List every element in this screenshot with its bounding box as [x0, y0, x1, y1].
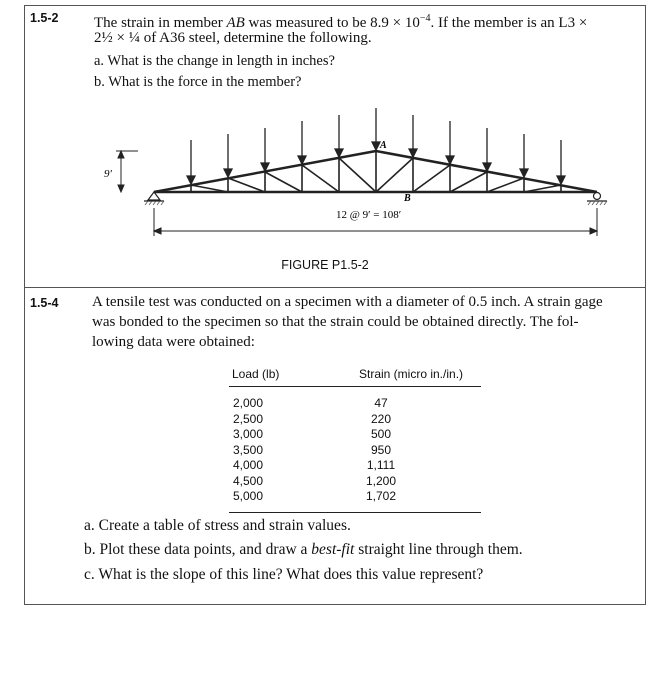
truss-figure: [0, 0, 650, 287]
table-cell-load: 4,000: [233, 458, 264, 472]
table-cell-load: 4,500: [233, 473, 264, 488]
problem1-line1-mid: was measured to be 8.9 × 10: [244, 15, 420, 31]
problem1-part-a: a. What is the change in length in inches?: [94, 53, 335, 69]
problem-number-1-5-2: 1.5-2: [30, 11, 59, 25]
table-cell-load: 5,000: [233, 489, 264, 503]
member-ab-label: AB: [226, 15, 245, 31]
strain-exponent: −4: [419, 13, 431, 24]
question-b-post: straight line through them.: [354, 541, 523, 558]
question-b-emphasis: best-fit: [311, 541, 355, 558]
figure-caption-word: FIGURE: [281, 258, 329, 272]
member-label-b: B: [404, 193, 411, 204]
right-support: [587, 193, 607, 206]
problem-number-1-5-4: 1.5-4: [30, 296, 59, 310]
table-cell-strain: 220: [370, 411, 392, 426]
table-cell-strain: 1,200: [365, 473, 397, 488]
question-a: a. Create a table of stress and strain values.: [84, 517, 351, 534]
table-column-strain: [352, 396, 410, 505]
table-cell-load: 3,000: [233, 427, 264, 441]
table-header-strain: Strain (micro in./in.): [359, 367, 464, 381]
height-label: 9′: [104, 168, 112, 180]
problem1-line1-pre: The strain in member: [94, 15, 227, 31]
problem1-line2: 2½ × ¼ of A36 steel, determine the following.: [94, 30, 372, 46]
problem1-line1-post: . If the member is an L3 ×: [430, 15, 588, 31]
table-cell-load: 3,500: [233, 442, 264, 457]
figure-caption-number: P1.5-2: [328, 258, 369, 272]
table-cell-strain: 47: [374, 396, 388, 410]
table-column-load: [233, 396, 263, 505]
problem2-line3: lowing data were obtained:: [92, 334, 255, 350]
figure-caption: [0, 258, 650, 272]
table-cell-strain: 950: [370, 442, 392, 457]
height-dimension: [116, 151, 138, 192]
table-cell-strain: 1,111: [366, 458, 396, 472]
table-cell-strain: 1,702: [365, 489, 397, 503]
span-label: 12 @ 9′ = 108′: [336, 209, 402, 221]
problem-divider: [24, 287, 646, 288]
problem2-line1: A tensile test was conducted on a specimen with a diameter of 0.5 inch. A strain gage: [92, 294, 603, 310]
question-c: c. What is the slope of this line? What does this value represent?: [84, 566, 484, 583]
left-support: [144, 192, 164, 205]
apex-label-a: A: [380, 140, 387, 151]
table-cell-load: 2,500: [233, 411, 264, 426]
table-header-rule: [229, 386, 481, 387]
problem1-part-b: b. What is the force in the member?: [94, 74, 302, 90]
table-bottom-rule: [229, 512, 481, 513]
problem2-line2: was bonded to the specimen so that the strain could be obtained directly. The fol-: [92, 314, 579, 330]
table-header-load: Load (lb): [232, 367, 280, 381]
question-b-pre: b. Plot these data points, and draw a: [84, 541, 312, 558]
table-cell-load: 2,000: [233, 396, 264, 410]
table-cell-strain: 500: [370, 427, 392, 441]
question-b: [84, 541, 523, 559]
